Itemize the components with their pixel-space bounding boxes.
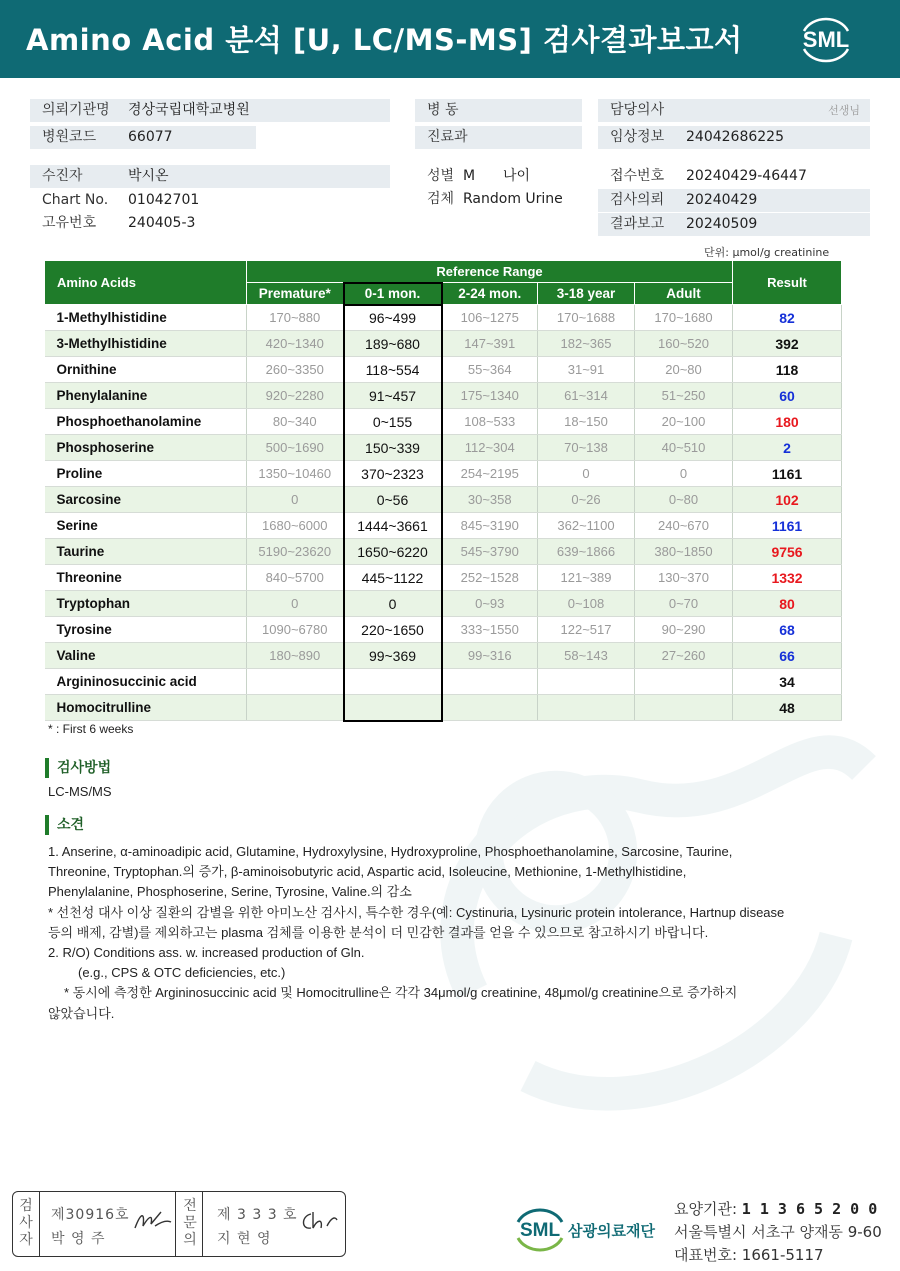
- doctor-row: [598, 99, 870, 122]
- doctor-suffix: 선생님: [828, 104, 860, 117]
- table-row: [45, 539, 842, 565]
- tester-license: 제30916호: [51, 1207, 130, 1223]
- reference-range-cell: 99~369: [344, 643, 442, 669]
- table-row: [45, 331, 842, 357]
- reference-range-cell: 160~520: [635, 331, 733, 357]
- reference-range-cell: 260~3350: [247, 357, 344, 383]
- reference-range-cell: 0: [247, 591, 344, 617]
- reference-range-cell: 0: [247, 487, 344, 513]
- result-value: 180: [733, 409, 842, 435]
- result-value: 1332: [733, 565, 842, 591]
- patient-row: [30, 165, 390, 188]
- method-text: LC-MS/MS: [48, 784, 112, 799]
- reference-range-cell: 252~1528: [442, 565, 538, 591]
- amino-acid-name: 3-Methylhistidine: [45, 331, 247, 357]
- findings-line: 등의 배제, 감별)를 제외하고는 plasma 검체를 이용한 분석이 더 민감한 결과를 얻을 수 있으므로 참고하시기 바랍니다.: [48, 924, 709, 940]
- col-0-1-mon: 0-1 mon.: [344, 283, 442, 305]
- findings-title: 소견: [45, 815, 84, 835]
- result-value: 66: [733, 643, 842, 669]
- tester-name: 박 영 주: [51, 1231, 106, 1247]
- amino-acid-name: Tryptophan: [45, 591, 247, 617]
- result-value: 2: [733, 435, 842, 461]
- clinical-info-value: 24042686225: [686, 129, 784, 145]
- findings-line: * 동시에 측정한 Argininosuccinic acid 및 Homocitrulline은 각각 34μmol/g creatinine, 48μmol/g creatinine으로 증가하지: [64, 985, 738, 1001]
- sex-age-row: [415, 165, 595, 188]
- findings-line: 않았습니다.: [48, 1005, 115, 1021]
- reference-range-cell: 70~138: [538, 435, 635, 461]
- amino-acid-name: Ornithine: [45, 357, 247, 383]
- specimen-value: Random Urine: [463, 191, 563, 207]
- amino-acid-name: Proline: [45, 461, 247, 487]
- receipt-label: 접수번호: [610, 168, 665, 184]
- reference-range-cell: 122~517: [538, 617, 635, 643]
- footer-organization-name: 삼광의료재단: [568, 1222, 655, 1240]
- amino-acid-name: Valine: [45, 643, 247, 669]
- report-title: Amino Acid 분석 [U, LC/MS-MS] 검사결과보고서: [26, 23, 743, 57]
- result-value: 1161: [733, 513, 842, 539]
- reference-range-cell: 420~1340: [247, 331, 344, 357]
- chart-row: [30, 189, 390, 212]
- reference-range-cell: [247, 669, 344, 695]
- specialist-char: 의: [183, 1232, 197, 1248]
- clinical-info-row: [598, 126, 870, 149]
- table-row: [45, 409, 842, 435]
- uid-row: [30, 212, 390, 235]
- unit-note: 단위: μmol/g creatinine: [704, 246, 830, 259]
- reference-range-cell: 0: [635, 461, 733, 487]
- findings-line: * 선천성 대사 이상 질환의 감별을 위한 아미노산 검사시, 특수한 경우(예: Cystinuria, Lysinuric protein intolerance, Hartnup disease: [48, 904, 785, 920]
- table-row: [45, 487, 842, 513]
- amino-acid-name: Phenylalanine: [45, 383, 247, 409]
- reference-range-cell: 130~370: [635, 565, 733, 591]
- uid-label: 고유번호: [42, 215, 97, 231]
- findings-line: Threonine, Tryptophan.의 증가, β-aminoisobutyric acid, Aspartic acid, Isoleucine, Methionine, 1-Methylhistidine,: [48, 864, 687, 880]
- result-value: 392: [733, 331, 842, 357]
- reference-range-cell: 445~1122: [344, 565, 442, 591]
- reference-range-cell: 5190~23620: [247, 539, 344, 565]
- footer-phone-number: 1661-5117: [741, 1246, 824, 1264]
- department-row: [415, 126, 582, 149]
- hospital-code-row: [30, 126, 256, 149]
- reference-range-cell: 175~1340: [442, 383, 538, 409]
- sex-value: M: [463, 168, 476, 184]
- specialist-name: 지 현 영: [217, 1231, 272, 1247]
- reference-range-cell: 220~1650: [344, 617, 442, 643]
- table-row: [45, 669, 842, 695]
- amino-acid-name: Phosphoserine: [45, 435, 247, 461]
- reference-range-cell: 0~26: [538, 487, 635, 513]
- table-row: [45, 617, 842, 643]
- amino-acid-name: Tyrosine: [45, 617, 247, 643]
- reference-range-cell: 500~1690: [247, 435, 344, 461]
- footer-logo-text: SML: [519, 1220, 561, 1241]
- reference-range-cell: 180~890: [247, 643, 344, 669]
- reference-range-cell: 1650~6220: [344, 539, 442, 565]
- sex-label: 성별: [427, 168, 455, 184]
- reference-range-cell: 147~391: [442, 331, 538, 357]
- result-value: 48: [733, 695, 842, 721]
- amino-acid-name: Taurine: [45, 539, 247, 565]
- reference-range-cell: 1680~6000: [247, 513, 344, 539]
- reference-range-cell: 61~314: [538, 383, 635, 409]
- reference-range-cell: 31~91: [538, 357, 635, 383]
- reference-range-cell: 80~340: [247, 409, 344, 435]
- reference-range-cell: 90~290: [635, 617, 733, 643]
- reference-range-cell: 99~316: [442, 643, 538, 669]
- footer-institution-number: 1 1 3 6 5 2 0 0: [741, 1200, 878, 1218]
- receipt-value: 20240429-46447: [686, 168, 807, 184]
- specialist-char: 문: [183, 1215, 197, 1231]
- sml-logo: [796, 13, 856, 63]
- table-row: [45, 565, 842, 591]
- result-value: 102: [733, 487, 842, 513]
- hospital-code-value: 66077: [128, 129, 173, 145]
- reference-range-cell: 170~1680: [635, 305, 733, 331]
- reference-range-cell: 20~100: [635, 409, 733, 435]
- reference-range-cell: [538, 669, 635, 695]
- table-row: [45, 435, 842, 461]
- reference-range-cell: 254~2195: [442, 461, 538, 487]
- reference-range-cell: 55~364: [442, 357, 538, 383]
- footnote: * : First 6 weeks: [48, 722, 134, 736]
- hospital-code-label: 병원코드: [42, 129, 97, 145]
- tester-column: [13, 1192, 40, 1256]
- tester-char: 자: [19, 1232, 33, 1248]
- amino-acid-name: Sarcosine: [45, 487, 247, 513]
- request-value: 20240429: [686, 192, 758, 208]
- signature-box: [12, 1191, 346, 1257]
- reference-range-cell: 58~143: [538, 643, 635, 669]
- footer-address: 서울특별시 서초구 양재동 9-60: [674, 1223, 882, 1241]
- reference-range-cell: 118~554: [344, 357, 442, 383]
- reference-range-cell: 840~5700: [247, 565, 344, 591]
- amino-acid-name: 1-Methylhistidine: [45, 305, 247, 331]
- result-value: 80: [733, 591, 842, 617]
- table-row: [45, 357, 842, 383]
- reference-range-cell: 30~358: [442, 487, 538, 513]
- institution-value: 경상국립대학교병원: [128, 102, 250, 118]
- col-3-18-year: 3-18 year: [538, 283, 635, 305]
- reference-range-cell: [344, 695, 442, 721]
- report-row: [598, 213, 870, 236]
- reference-range-cell: 20~80: [635, 357, 733, 383]
- reference-range-cell: 0~93: [442, 591, 538, 617]
- reference-range-cell: 170~1688: [538, 305, 635, 331]
- result-value: 68: [733, 617, 842, 643]
- col-premature: Premature*: [247, 283, 344, 305]
- institution-row: [30, 99, 390, 122]
- reference-range-cell: 51~250: [635, 383, 733, 409]
- reference-range-cell: [635, 669, 733, 695]
- findings-line: Phenylalanine, Phosphoserine, Serine, Tyrosine, Valine.의 감소: [48, 884, 412, 900]
- reference-range-cell: 96~499: [344, 305, 442, 331]
- reference-range-cell: 0~56: [344, 487, 442, 513]
- reference-range-cell: 380~1850: [635, 539, 733, 565]
- chart-value: 01042701: [128, 192, 200, 208]
- reference-range-cell: 189~680: [344, 331, 442, 357]
- reference-range-cell: 182~365: [538, 331, 635, 357]
- institution-label: 의뢰기관명: [42, 102, 110, 118]
- reference-range-cell: 333~1550: [442, 617, 538, 643]
- specialist-column: [175, 1192, 203, 1256]
- reference-range-cell: 91~457: [344, 383, 442, 409]
- reference-range-cell: 1350~10460: [247, 461, 344, 487]
- department-label: 진료과: [427, 129, 468, 145]
- table-row: [45, 591, 842, 617]
- result-value: 82: [733, 305, 842, 331]
- reference-range-cell: [247, 695, 344, 721]
- reference-range-cell: 545~3790: [442, 539, 538, 565]
- reference-range-cell: 40~510: [635, 435, 733, 461]
- amino-acid-name: Phosphoethanolamine: [45, 409, 247, 435]
- patient-value: 박시온: [128, 168, 169, 184]
- col-amino-acids: Amino Acids: [45, 261, 247, 305]
- table-row: [45, 513, 842, 539]
- reference-range-cell: 845~3190: [442, 513, 538, 539]
- reference-range-cell: 106~1275: [442, 305, 538, 331]
- reference-range-cell: 108~533: [442, 409, 538, 435]
- reference-range-cell: 0: [538, 461, 635, 487]
- report-label: 결과보고: [610, 216, 665, 232]
- reference-range-cell: 112~304: [442, 435, 538, 461]
- footer-phone-label: 대표번호:: [674, 1246, 738, 1264]
- tester-signature-icon: [131, 1208, 173, 1234]
- reference-range-cell: 639~1866: [538, 539, 635, 565]
- report-value: 20240509: [686, 216, 758, 232]
- specialist-license: 제 3 3 3 호: [217, 1207, 298, 1223]
- reference-range-cell: 362~1100: [538, 513, 635, 539]
- footer-phone-row: [674, 1244, 824, 1265]
- patient-label: 수진자: [42, 168, 83, 184]
- specialist-char: 전: [183, 1198, 197, 1214]
- ward-row: [415, 99, 582, 122]
- reference-range-cell: 0~155: [344, 409, 442, 435]
- tester-char: 사: [19, 1215, 33, 1231]
- reference-range-cell: 1444~3661: [344, 513, 442, 539]
- specialist-signature-icon: [297, 1208, 339, 1234]
- reference-range-cell: 240~670: [635, 513, 733, 539]
- sml-logo-text: SML: [802, 27, 850, 52]
- col-2-24-mon: 2-24 mon.: [442, 283, 538, 305]
- specimen-label: 검체: [427, 191, 455, 207]
- reference-range-cell: [442, 695, 538, 721]
- reference-range-cell: 370~2323: [344, 461, 442, 487]
- request-label: 검사의뢰: [610, 192, 665, 208]
- col-result: Result: [733, 261, 842, 305]
- reference-range-cell: [442, 669, 538, 695]
- findings-text: [48, 842, 838, 1024]
- ward-label: 병 동: [427, 102, 459, 118]
- clinical-info-label: 임상정보: [610, 129, 665, 145]
- result-value: 34: [733, 669, 842, 695]
- findings-line: (e.g., CPS & OTC deficiencies, etc.): [78, 965, 286, 981]
- findings-line: 2. R/O) Conditions ass. w. increased production of Gln.: [48, 945, 365, 961]
- table-row: [45, 461, 842, 487]
- reference-range-cell: [635, 695, 733, 721]
- method-title: 검사방법: [45, 758, 111, 778]
- table-row: [45, 305, 842, 331]
- reference-range-cell: 150~339: [344, 435, 442, 461]
- table-row: [45, 643, 842, 669]
- table-row: [45, 383, 842, 409]
- chart-label: Chart No.: [42, 192, 109, 208]
- reference-range-cell: 920~2280: [247, 383, 344, 409]
- amino-acid-table: [44, 260, 842, 722]
- reference-range-cell: [344, 669, 442, 695]
- receipt-row: [598, 165, 870, 188]
- doctor-label: 담당의사: [610, 102, 665, 118]
- table-row: [45, 695, 842, 721]
- result-value: 60: [733, 383, 842, 409]
- footer-institution-label: 요양기관:: [674, 1200, 738, 1218]
- result-value: 9756: [733, 539, 842, 565]
- findings-line: 1. Anserine, α-aminoadipic acid, Glutamine, Hydroxylysine, Hydroxyproline, Phosphoethanolamine, Sarcosine, Taurine,: [48, 844, 733, 859]
- reference-range-cell: 18~150: [538, 409, 635, 435]
- result-value: 1161: [733, 461, 842, 487]
- amino-acid-name: Homocitrulline: [45, 695, 247, 721]
- amino-acid-name: Argininosuccinic acid: [45, 669, 247, 695]
- col-adult: Adult: [635, 283, 733, 305]
- age-label: 나이: [503, 168, 531, 184]
- tester-char: 검: [19, 1198, 33, 1214]
- reference-range-cell: 170~880: [247, 305, 344, 331]
- reference-range-cell: 121~389: [538, 565, 635, 591]
- col-reference-range: Reference Range: [247, 261, 733, 283]
- uid-value: 240405-3: [128, 215, 196, 231]
- reference-range-cell: 0~70: [635, 591, 733, 617]
- request-row: [598, 189, 870, 212]
- reference-range-cell: 0~80: [635, 487, 733, 513]
- amino-acid-name: Serine: [45, 513, 247, 539]
- report-header: [0, 0, 900, 78]
- footer-institution-row: [674, 1198, 877, 1219]
- reference-range-cell: 0: [344, 591, 442, 617]
- reference-range-cell: 27~260: [635, 643, 733, 669]
- reference-range-cell: [538, 695, 635, 721]
- specimen-row: [415, 188, 595, 211]
- reference-range-cell: 1090~6780: [247, 617, 344, 643]
- footer-sml-logo-icon: [512, 1200, 568, 1256]
- reference-range-cell: 0~108: [538, 591, 635, 617]
- result-value: 118: [733, 357, 842, 383]
- amino-acid-name: Threonine: [45, 565, 247, 591]
